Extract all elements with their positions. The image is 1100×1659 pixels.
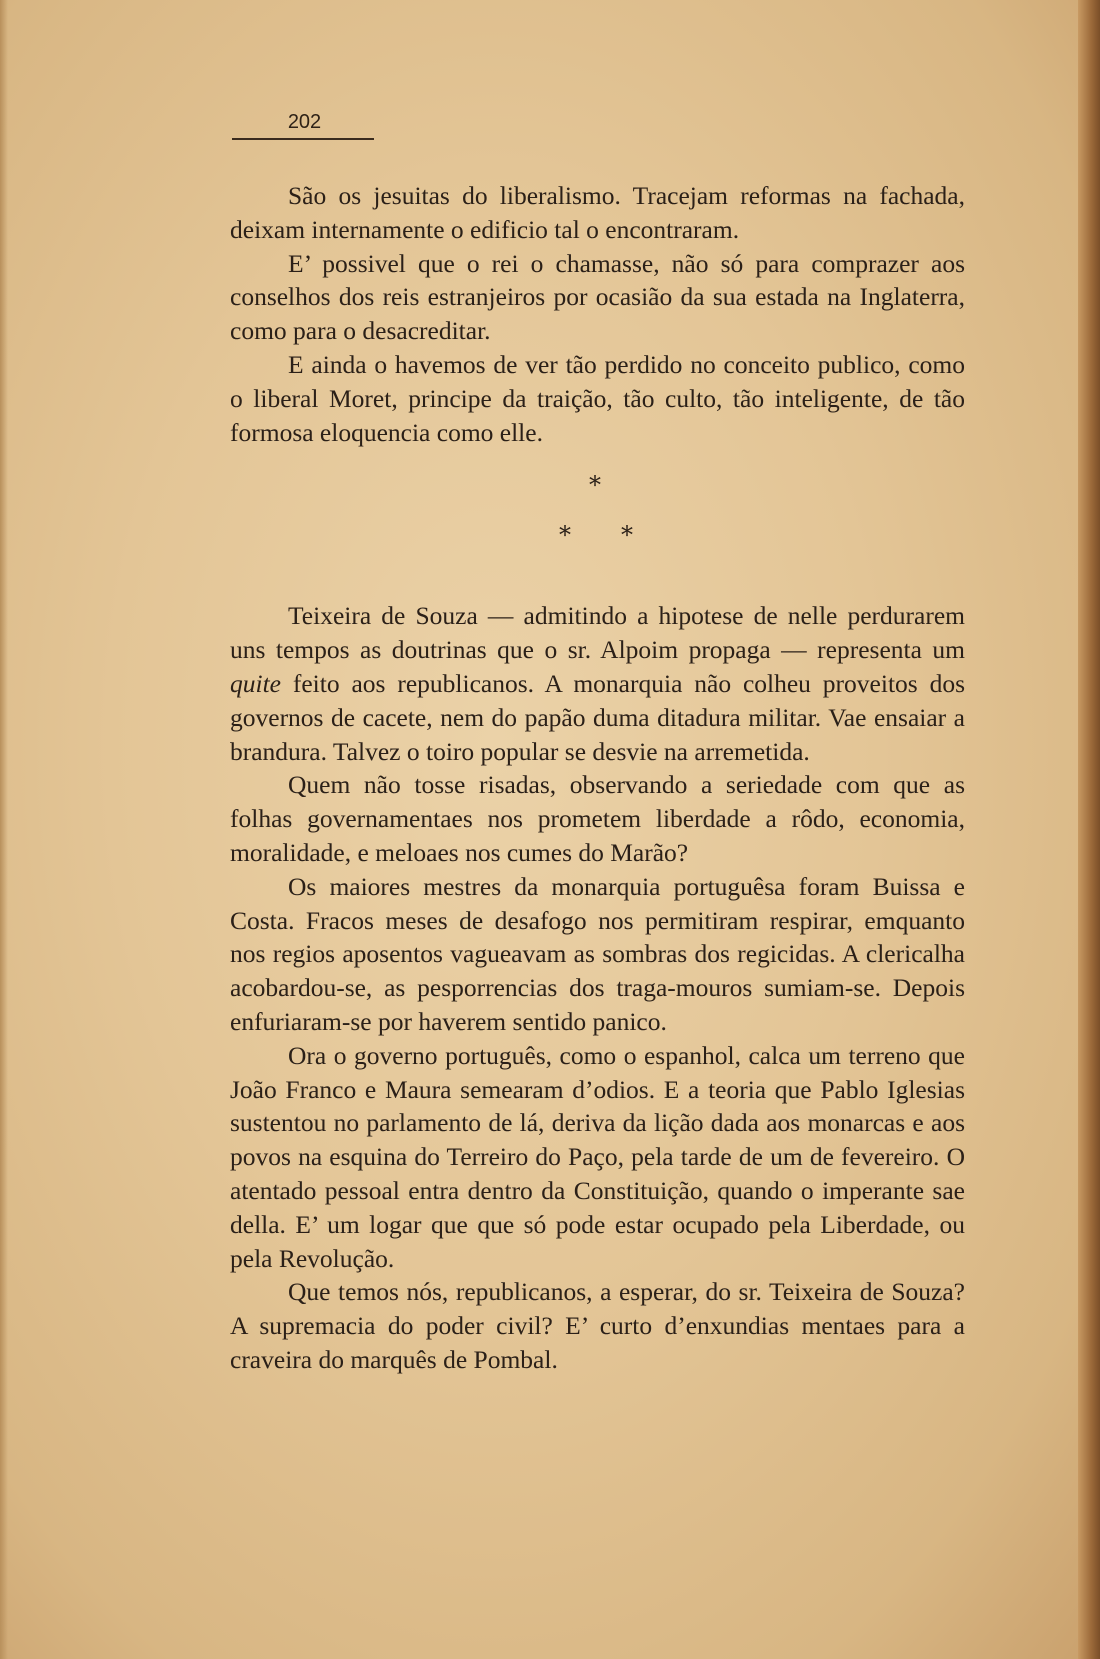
paragraph: Os maiores mestres da monarquia portuguêsa foram Buissa e Costa. Fracos meses de desafogo nos permitiram respirar, emquanto nos regios aposentos vagueavam as sombras dos regicidas. A clericalha acobardou-se, as pesporrencias dos traga-mouros sumiam-se. Depois enfuriaram-se por haverem sentido panico. xyxy=(230,871,965,1036)
paragraph: Ora o governo português, como o espanhol, calca um terreno que João Franco e Maura semearam d’odios. E a teoria que Pablo Iglesias sustentou no parlamento de lá, deriva da lição dada aos monarcas e aos povos na esquina do Terreiro do Paço, pela tarde de um de fevereiro. O atentado pessoal entra dentro da Constituição, quando o imperante sae della. E’ um logar que que só pode estar ocupado pela Liberdade, ou pela Revolução. xyxy=(230,1040,965,1273)
paragraph: E ainda o havemos de ver tão perdido no conceito publico, como o liberal Moret, principe da traição, tão culto, tão inteligente, de tão formosa eloquencia como elle. xyxy=(230,349,965,447)
page-header xyxy=(232,111,377,140)
paragraph: E’ possivel que o rei o chamasse, não só para comprazer aos conselhos dos reis estranjeiros por ocasião da sua estada na Inglaterra, como para o desacreditar. xyxy=(230,248,965,346)
asterisk-ornament: * xyxy=(589,471,601,500)
asterisk-ornament: * xyxy=(621,521,633,550)
book-spine-edge xyxy=(1078,0,1100,1659)
body-text xyxy=(230,179,965,1377)
paragraph xyxy=(230,599,965,768)
paragraph: Quem não tosse risadas, observando a seriedade com que as folhas governamentaes nos prometem liberdade a rôdo, economia, moralidade, e meloaes nos cumes do Marão? xyxy=(230,770,965,867)
paragraph: São os jesuitas do liberalismo. Tracejam reformas na fachada, deixam internamente o edificio tal o encontraram. xyxy=(230,181,965,244)
header-rule xyxy=(232,138,374,140)
text-run: feito aos republicanos. A monarquia não colheu proveitos dos governos de cacete, nem do papão duma ditadura militar. Vae ensaiar a brandura. Talvez o toiro popular se desvie na arremetida. xyxy=(230,668,965,766)
italic-word: quite xyxy=(230,668,281,698)
section-separator xyxy=(230,449,965,599)
text-run: Teixeira de Souza — admitindo a hipotese de nelle perdurarem uns tempos as doutrinas que o sr. Alpoim propaga — representa um xyxy=(230,601,965,665)
page-left-edge-shadow xyxy=(0,0,8,1659)
paragraph: Que temos nós, republicanos, a esperar, do sr. Teixeira de Souza? A supremacia do poder civil? E’ curto d’enxundias mentaes para a craveira do marquês de Pombal. xyxy=(230,1277,965,1374)
asterisk-ornament: * xyxy=(559,521,571,550)
page-number: 202 xyxy=(287,111,322,133)
